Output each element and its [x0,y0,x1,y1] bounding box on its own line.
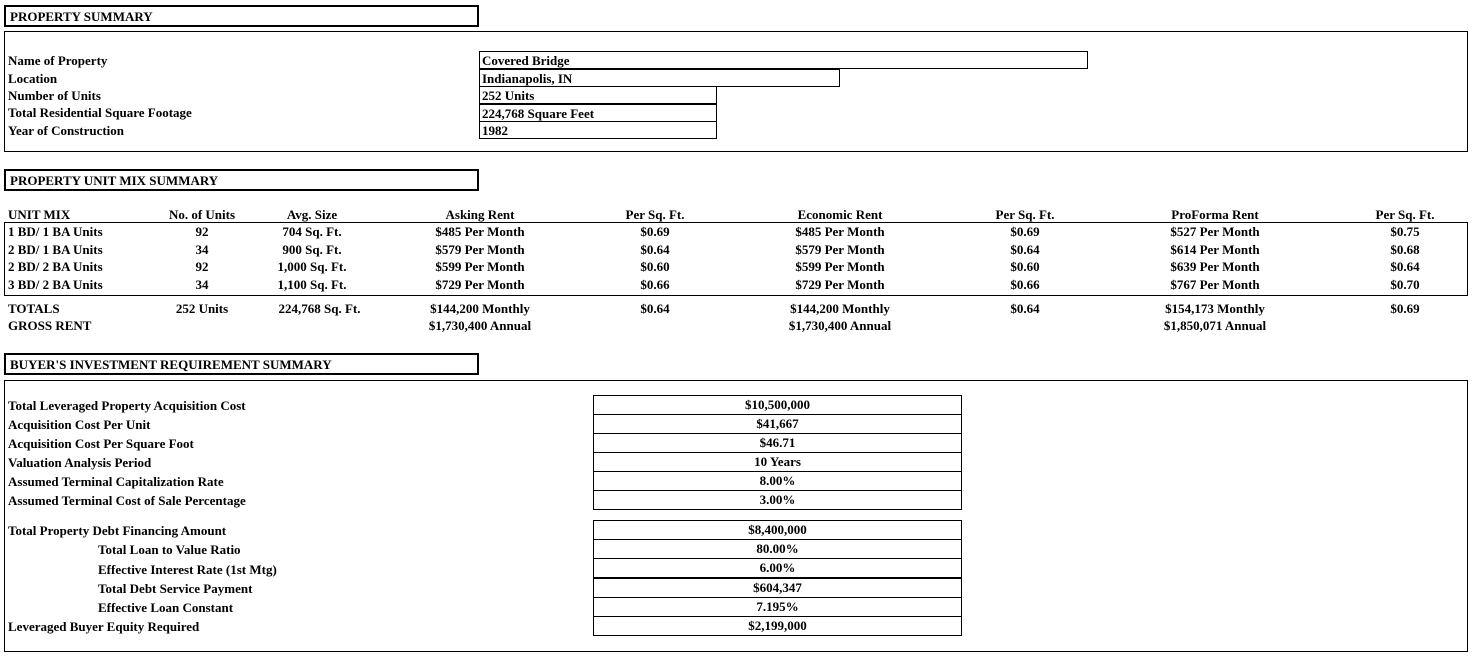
table-cell: $0.75 [1390,224,1420,239]
table-cell: 3 BD/ 2 BA Units [8,277,103,292]
label-square-footage: Total Residential Square Footage [8,105,192,120]
table-cell: $0.60 [640,259,670,274]
label-cost-per-unit: Acquisition Cost Per Unit [8,417,151,432]
table-cell: $614 Per Month [1170,242,1260,257]
table-cell: $599 Per Month [435,259,525,274]
col-header: Per Sq. Ft. [625,207,685,222]
value-cost-of-sale: 3.00% [593,490,962,510]
col-header: Asking Rent [445,207,515,222]
value-buyer-equity: $2,199,000 [593,616,962,636]
label-loan-constant: Effective Loan Constant [98,600,234,615]
property-summary-panel [4,31,1468,152]
totals-cell: 224,768 Sq. Ft. [278,301,361,316]
value-acquisition-cost: $10,500,000 [593,395,962,415]
table-cell: $579 Per Month [435,242,525,257]
gross-rent-cell: $1,850,071 Annual [1163,318,1267,333]
col-header: No. of Units [168,207,236,222]
label-loan-to-value: Total Loan to Value Ratio [98,542,241,557]
table-cell: $599 Per Month [795,259,885,274]
value-property-name: Covered Bridge [479,51,1088,69]
label-property-name: Name of Property [8,53,108,68]
table-cell: $485 Per Month [795,224,885,239]
totals-cell: 252 Units [175,301,229,316]
totals-cell: $154,173 Monthly [1165,301,1265,316]
table-cell: 1,100 Sq. Ft. [277,277,347,292]
table-cell: $485 Per Month [435,224,525,239]
value-cost-per-sqft: $46.71 [593,433,962,453]
property-summary-header: PROPERTY SUMMARY [4,5,479,27]
label-cost-per-sqft: Acquisition Cost Per Square Foot [8,436,194,451]
unit-mix-header: PROPERTY UNIT MIX SUMMARY [4,169,479,191]
table-cell: $767 Per Month [1170,277,1260,292]
label-cap-rate: Assumed Terminal Capitalization Rate [8,474,224,489]
table-cell: $0.64 [640,242,670,257]
table-cell: 92 [195,224,209,239]
value-cost-per-unit: $41,667 [593,414,962,434]
col-header: Avg. Size [286,207,338,222]
totals-cell: $144,200 Monthly [430,301,530,316]
value-square-footage: 224,768 Square Feet [479,104,717,122]
col-header: Economic Rent [797,207,883,222]
table-cell: $0.66 [1010,277,1040,292]
col-header: ProForma Rent [1171,207,1259,222]
value-location: Indianapolis, IN [479,69,840,87]
investment-header: BUYER'S INVESTMENT REQUIREMENT SUMMARY [4,353,479,375]
table-cell: $0.68 [1390,242,1420,257]
table-cell: 900 Sq. Ft. [282,242,342,257]
label-debt-financing: Total Property Debt Financing Amount [8,523,227,538]
value-year-construction: 1982 [479,121,717,139]
table-cell: $729 Per Month [795,277,885,292]
label-analysis-period: Valuation Analysis Period [8,455,152,470]
col-header: Per Sq. Ft. [1375,207,1435,222]
value-interest-rate: 6.00% [593,558,962,578]
gross-rent-cell: GROSS RENT [8,318,92,333]
col-header: Per Sq. Ft. [995,207,1055,222]
table-cell: $639 Per Month [1170,259,1260,274]
table-cell: $0.64 [1010,242,1040,257]
table-cell: $0.60 [1010,259,1040,274]
value-cap-rate: 8.00% [593,471,962,491]
gross-rent-cell: $1,730,400 Annual [788,318,892,333]
value-analysis-period: 10 Years [593,452,962,472]
table-cell: $527 Per Month [1170,224,1260,239]
totals-cell: $0.64 [1010,301,1040,316]
value-number-of-units: 252 Units [479,86,717,104]
table-cell: $0.69 [640,224,670,239]
totals-cell: TOTALS [8,301,60,316]
table-cell: $0.64 [1390,259,1420,274]
label-number-of-units: Number of Units [8,88,101,103]
table-cell: 1,000 Sq. Ft. [277,259,347,274]
label-debt-service: Total Debt Service Payment [98,581,253,596]
totals-cell: $144,200 Monthly [790,301,890,316]
label-buyer-equity: Leveraged Buyer Equity Required [8,619,200,634]
table-cell: 2 BD/ 1 BA Units [8,242,103,257]
value-debt-service: $604,347 [593,578,962,598]
value-debt-financing: $8,400,000 [593,520,962,540]
table-cell: 92 [195,259,209,274]
label-year-construction: Year of Construction [8,123,125,138]
label-cost-of-sale: Assumed Terminal Cost of Sale Percentage [8,493,246,508]
col-header: UNIT MIX [8,207,71,222]
label-acquisition-cost: Total Leveraged Property Acquisition Cost [8,398,246,413]
value-loan-to-value: 80.00% [593,539,962,559]
label-location: Location [8,71,58,86]
table-cell: 34 [195,277,209,292]
totals-cell: $0.69 [1390,301,1420,316]
totals-cell: $0.64 [640,301,670,316]
table-cell: 1 BD/ 1 BA Units [8,224,103,239]
table-cell: $0.70 [1390,277,1420,292]
table-cell: $579 Per Month [795,242,885,257]
label-interest-rate: Effective Interest Rate (1st Mtg) [98,562,277,577]
table-cell: 34 [195,242,209,257]
table-cell: $0.66 [640,277,670,292]
table-cell: $0.69 [1010,224,1040,239]
table-cell: 704 Sq. Ft. [282,224,342,239]
gross-rent-cell: $1,730,400 Annual [428,318,532,333]
table-cell: $729 Per Month [435,277,525,292]
value-loan-constant: 7.195% [593,597,962,617]
table-cell: 2 BD/ 2 BA Units [8,259,103,274]
